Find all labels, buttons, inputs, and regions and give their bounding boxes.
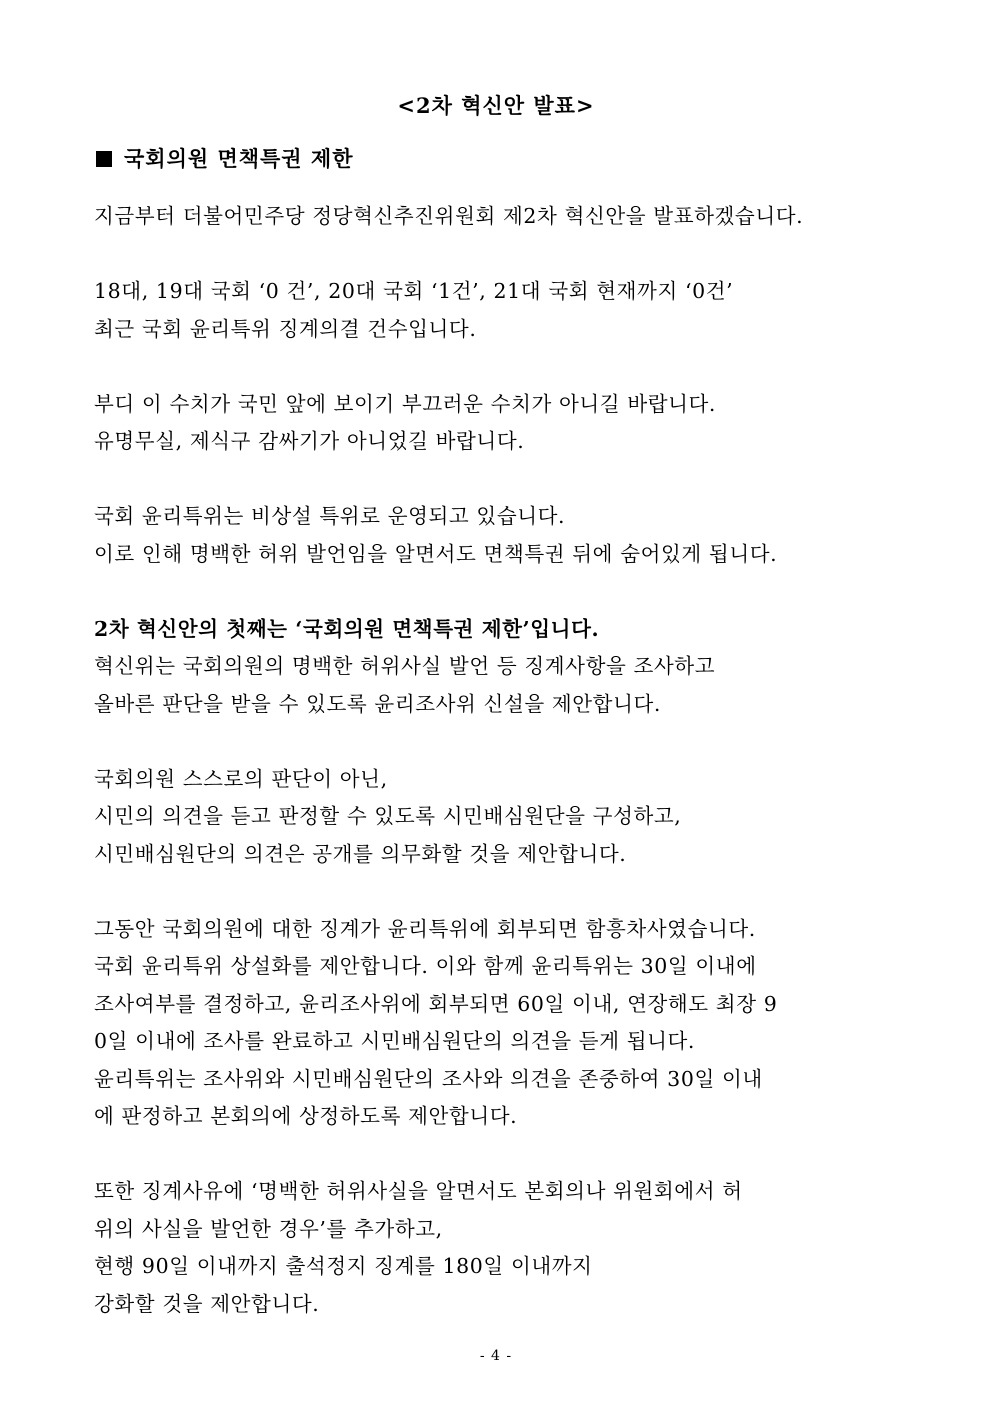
text-line: 지금부터 더불어민주당 정당혁신추진위원회 제2차 혁신안을 발표하겠습니다. [94,204,804,228]
paragraph [94,498,900,573]
paragraph [94,273,900,348]
paragraph [94,198,900,236]
text-line: 조사여부를 결정하고, 윤리조사위에 회부되면 60일 이내, 연장해도 최장 9 [94,991,778,1016]
text-line: 국회 윤리특위는 비상설 특위로 운영되고 있습니다. [94,504,566,528]
text-line: 유명무실, 제식구 감싸기가 아니었길 바랍니다. [94,429,525,453]
square-bullet-icon [96,151,112,167]
section-heading-text: 국회의원 면책특권 제한 [124,146,354,171]
text-line: 시민의 의견을 듣고 판정할 수 있도록 시민배심원단을 구성하고, [94,804,682,828]
text-line: 위의 사실을 발언한 경우’를 추가하고, [94,1216,443,1241]
text-line: 부디 이 수치가 국민 앞에 보이기 부끄러운 수치가 아니길 바랍니다. [94,391,717,416]
bold-text-line: 2차 혁신안의 첫째는 ‘국회의원 면책특권 제한’입니다. [94,616,600,641]
page-number: - 4 - [479,1348,513,1364]
text-line: 올바른 판단을 받을 수 있도록 윤리조사위 신설을 제안합니다. [94,691,662,716]
text-line: 시민배심원단의 의견은 공개를 의무화할 것을 제안합니다. [94,841,627,866]
paragraph [94,1173,900,1323]
text-line: 0일 이내에 조사를 완료하고 시민배심원단의 의견을 듣게 됩니다. [94,1029,696,1053]
paragraph [94,761,900,874]
paragraph [94,611,900,724]
paragraph [94,386,900,461]
text-line: 이로 인해 명백한 허위 발언임을 알면서도 면책특권 뒤에 숨어있게 됩니다. [94,541,778,566]
text-line: 혁신위는 국회의원의 명백한 허위사실 발언 등 징계사항을 조사하고 [94,654,716,678]
paragraph [94,911,900,1136]
section-heading [96,143,353,173]
text-line: 18대, 19대 국회 ‘0 건’, 20대 국회 ‘1건’, 21대 국회 현재까지 ‘0건’ [94,279,734,303]
text-line: 에 판정하고 본회의에 상정하도록 제안합니다. [94,1104,518,1128]
text-line: 윤리특위는 조사위와 시민배심원단의 조사와 의견을 존중하여 30일 이내 [94,1066,763,1091]
text-line: 강화할 것을 제안합니다. [94,1291,320,1316]
text-line: 현행 90일 이내까지 출석정지 징계를 180일 이내까지 [94,1254,593,1278]
document-title: <2차 혁신안 발표> [397,93,595,118]
text-line: 최근 국회 윤리특위 징계의결 건수입니다. [94,316,477,341]
document-body [94,198,900,1323]
text-line: 국회 윤리특위 상설화를 제안합니다. 이와 함께 윤리특위는 30일 이내에 [94,954,757,978]
text-line: 국회의원 스스로의 판단이 아닌, [94,766,388,791]
text-line: 그동안 국회의원에 대한 징계가 윤리특위에 회부되면 함흥차사였습니다. [94,916,756,941]
text-line: 또한 징계사유에 ‘명백한 허위사실을 알면서도 본회의나 위원회에서 허 [94,1179,743,1203]
